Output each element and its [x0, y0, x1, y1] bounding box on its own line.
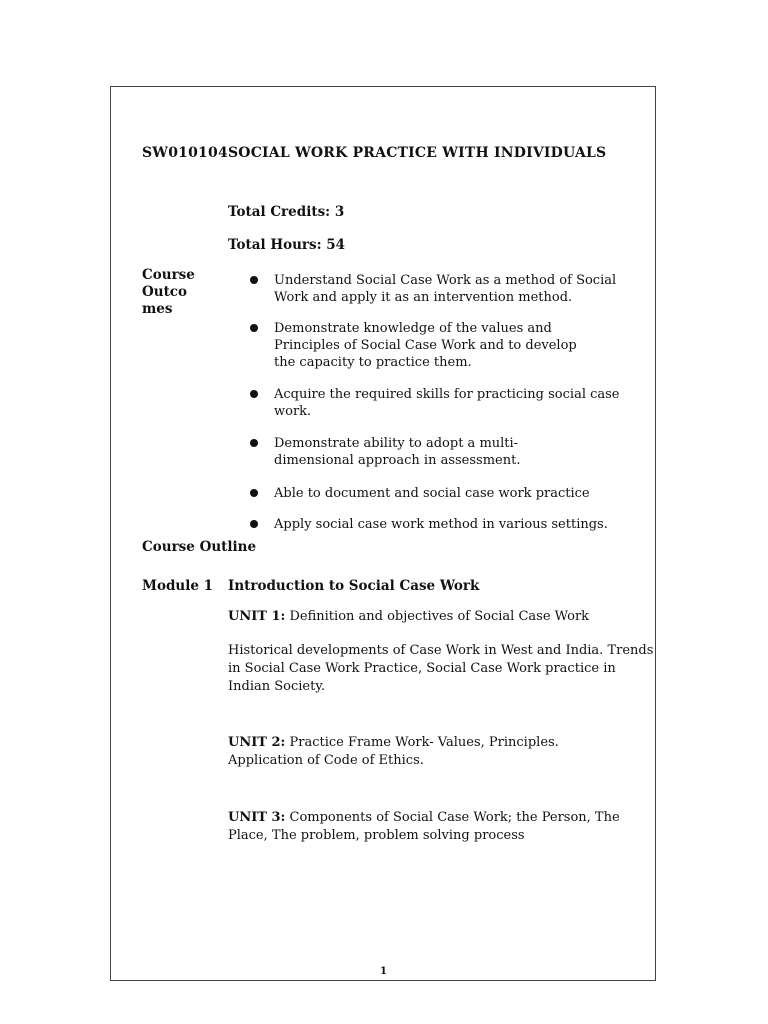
unit-heading-text: Definition and objectives of Social Case Work: [285, 609, 590, 624]
bullet-icon: [250, 324, 258, 332]
unit-label: UNIT 1:: [228, 609, 286, 624]
outcome-line: Principles of Social Case Work and to develop: [274, 338, 577, 353]
module-number: Module 1: [142, 578, 214, 594]
outcome-line: Demonstrate knowledge of the values and: [274, 321, 552, 336]
outcome-line: the capacity to practice them.: [274, 355, 472, 370]
bullet-icon: [250, 276, 258, 284]
unit-line: Place, The problem, problem solving process: [228, 828, 525, 843]
course-title: SOCIAL WORK PRACTICE WITH INDIVIDUALS: [228, 145, 607, 161]
unit-1-heading: [228, 608, 589, 626]
unit-label: UNIT 2:: [228, 735, 286, 750]
course-code: SW010104: [142, 145, 228, 161]
outcome-line: Understand Social Case Work as a method of Social: [274, 273, 617, 288]
outcome-line: Able to document and social case work practice: [274, 486, 590, 501]
unit-line: Components of Social Case Work; the Person, The: [285, 810, 620, 825]
unit-line: Practice Frame Work- Values, Principles.: [285, 735, 559, 750]
bullet-icon: [250, 520, 258, 528]
outcome-line: Work and apply it as an intervention method.: [274, 290, 573, 305]
page-number: 1: [380, 966, 387, 977]
outcome-line: Apply social case work method in various settings.: [274, 517, 608, 532]
unit-2-block: [228, 734, 559, 770]
page-border: [110, 86, 656, 981]
outcome-line: Demonstrate ability to adopt a multi-: [274, 436, 519, 451]
unit-line: Application of Code of Ethics.: [228, 753, 424, 768]
module-title: Introduction to Social Case Work: [228, 578, 480, 594]
paragraph-line: Historical developments of Case Work in West and India. Trends: [228, 643, 654, 658]
outcomes-label-line: mes: [142, 301, 173, 317]
outcome-line: dimensional approach in assessment.: [274, 453, 521, 468]
total-credits: Total Credits: 3: [228, 204, 345, 220]
bullet-icon: [250, 489, 258, 497]
unit-3-block: [228, 809, 620, 845]
course-outline-label: Course Outline: [142, 539, 257, 555]
outcomes-label-line: Course: [142, 267, 195, 283]
bullet-icon: [250, 390, 258, 398]
bullet-icon: [250, 439, 258, 447]
outcomes-label-line: Outco: [142, 284, 188, 300]
paragraph-line: in Social Case Work Practice, Social Case Work practice in: [228, 661, 616, 676]
outcome-line: work.: [274, 404, 312, 419]
paragraph-line: Indian Society.: [228, 679, 326, 694]
course-outcomes-label: [142, 267, 195, 318]
outcome-line: Acquire the required skills for practicing social case: [274, 387, 620, 402]
total-hours: Total Hours: 54: [228, 237, 346, 253]
unit-1-paragraph: [228, 642, 653, 696]
unit-label: UNIT 3:: [228, 810, 286, 825]
